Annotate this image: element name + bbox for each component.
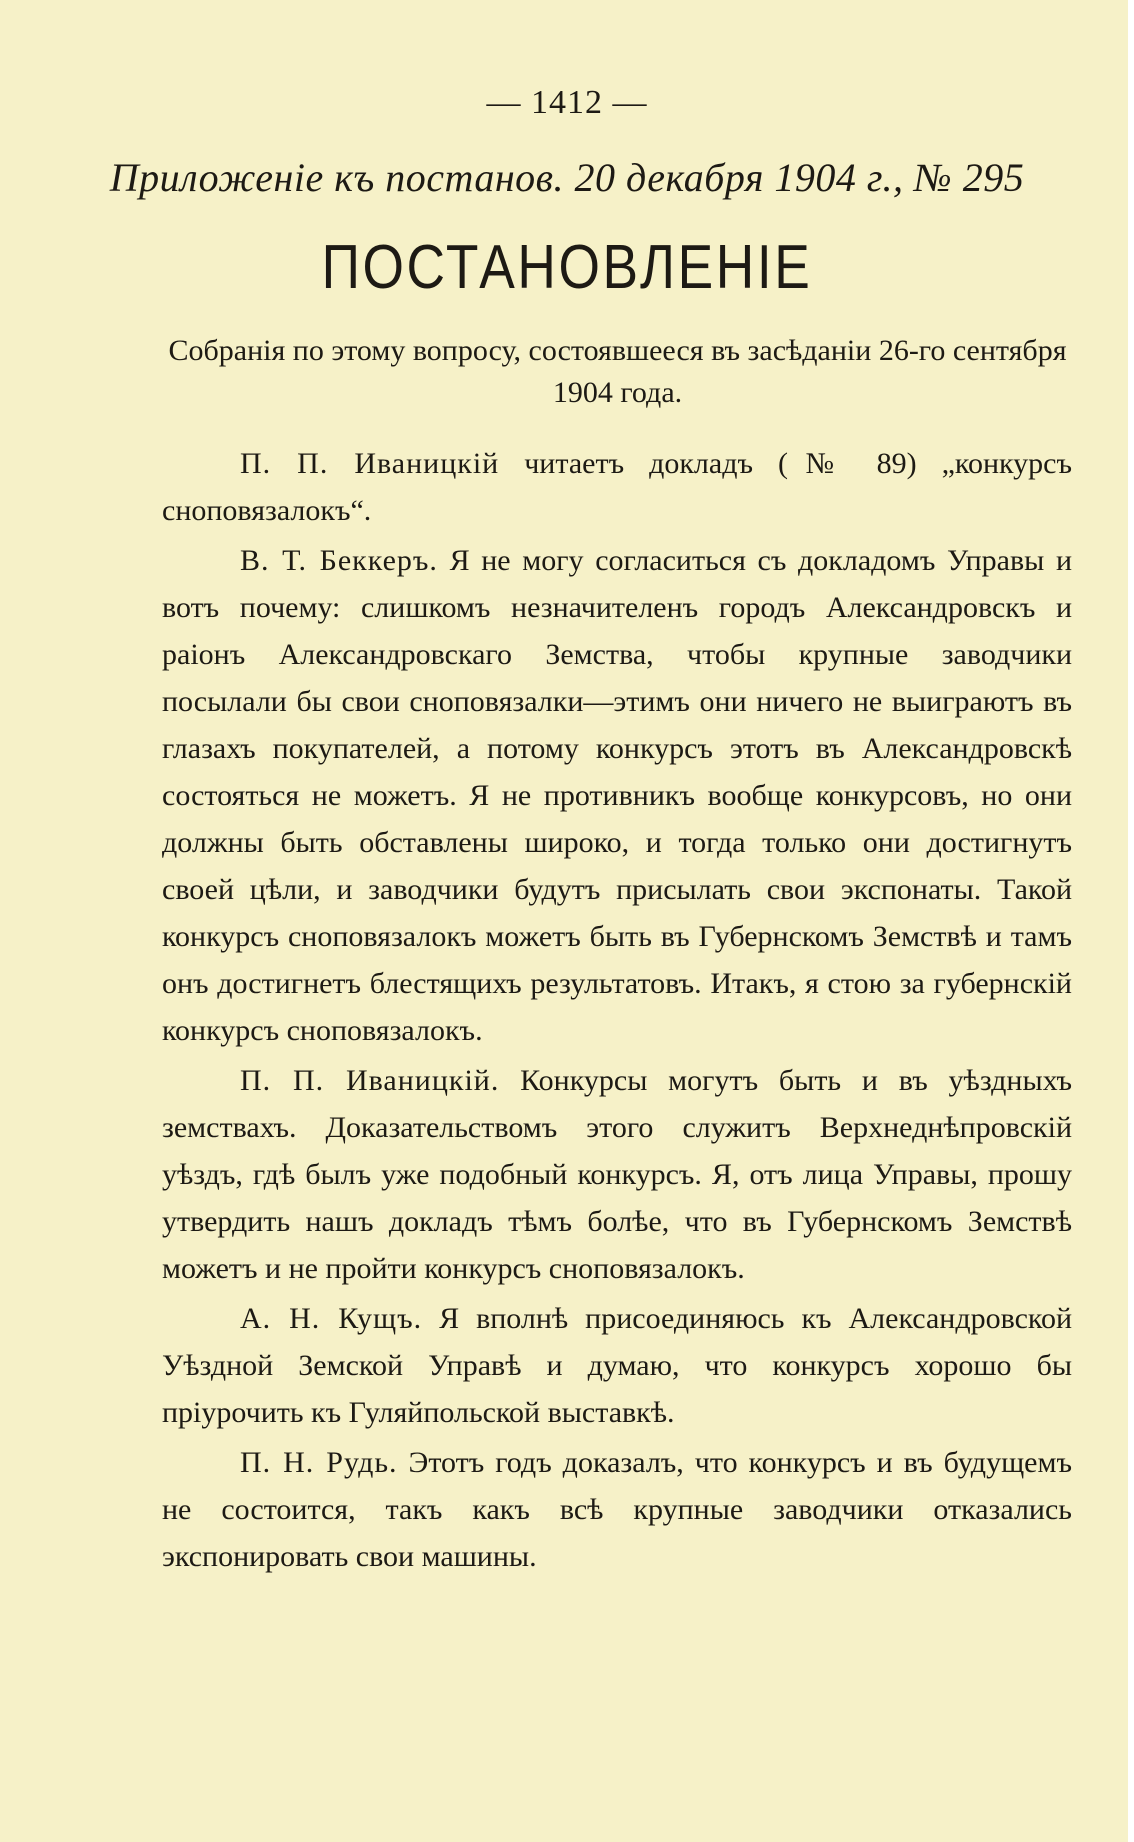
paragraph-text: Конкурсы могутъ быть и въ уѣздныхъ земствахъ. Доказательствомъ этого служитъ Верхнеднѣпровскій уѣздъ, гдѣ былъ уже подобный конкурсъ. Я, отъ лица Управы, прошу утвердить нашъ докладъ тѣмъ болѣе, что въ Губернскомъ Земствѣ можетъ и не пройти конкурсъ сноповязалокъ. xyxy=(162,1064,1072,1285)
paragraph-text: читаетъ докладъ (№ 89) „конкурсъ сноповязалокъ“. xyxy=(162,447,1072,527)
document-body xyxy=(162,440,1072,1583)
speaker-name: В. Т. Беккеръ. xyxy=(240,544,438,577)
page-number: — 1412 — xyxy=(486,84,648,121)
paragraph-rud xyxy=(162,1439,1072,1580)
speaker-name: П. Н. Рудь. xyxy=(240,1446,398,1479)
paragraph-text: Этотъ годъ доказалъ, что конкурсъ и въ будущемъ не состоится, такъ какъ всѣ крупные заводчики отказались экспонировать свои машины. xyxy=(162,1446,1072,1573)
speaker-name: А. Н. Кущъ. xyxy=(240,1302,423,1335)
document-subtitle: Собранія по этому вопросу, состоявшееся въ засѣданіи 26-го сентября 1904 года. xyxy=(168,334,1067,409)
appendix-reference: Приложеніе къ постанов. 20 декабря 1904 г., № 295 xyxy=(109,155,1025,200)
paragraph-kushch xyxy=(162,1295,1072,1436)
speaker-name: П. П. Иваницкій. xyxy=(240,1064,500,1097)
paragraph-ivanitsky-2 xyxy=(162,1057,1072,1292)
paragraph-bekker xyxy=(162,537,1072,1054)
paragraph-ivanitsky-1 xyxy=(162,440,1072,534)
speaker-name: П. П. Иваницкій xyxy=(240,447,500,480)
paragraph-text: Я вполнѣ присоединяюсь къ Александровской Уѣздной Земской Управѣ и думаю, что конкурсъ хорошо бы пріурочить къ Гуляйпольской выставкѣ. xyxy=(162,1302,1072,1429)
document-title: ПОСТАНОВЛЕНІЕ xyxy=(321,233,813,302)
paragraph-text: Я не могу согласиться съ докладомъ Управы и вотъ почему: слишкомъ незначителенъ городъ Александровскъ и раіонъ Александровскаго Земства, чтобы крупные заводчики посылали бы свои сноповязалки—этимъ они ничего не выиграютъ въ глазахъ покупателей, а потому конкурсъ этотъ въ Александровскѣ состояться не можетъ. Я не противникъ вообще конкурсовъ, но они должны быть обставлены широко, и тогда только они достигнутъ своей цѣли, и заводчики будутъ присылать свои экспонаты. Такой конкурсъ сноповязалокъ можетъ быть въ Губернскомъ Земствѣ и тамъ онъ достигнетъ блестящихъ результатовъ. Итакъ, я стою за губернскій конкурсъ сноповязалокъ. xyxy=(162,544,1072,1047)
